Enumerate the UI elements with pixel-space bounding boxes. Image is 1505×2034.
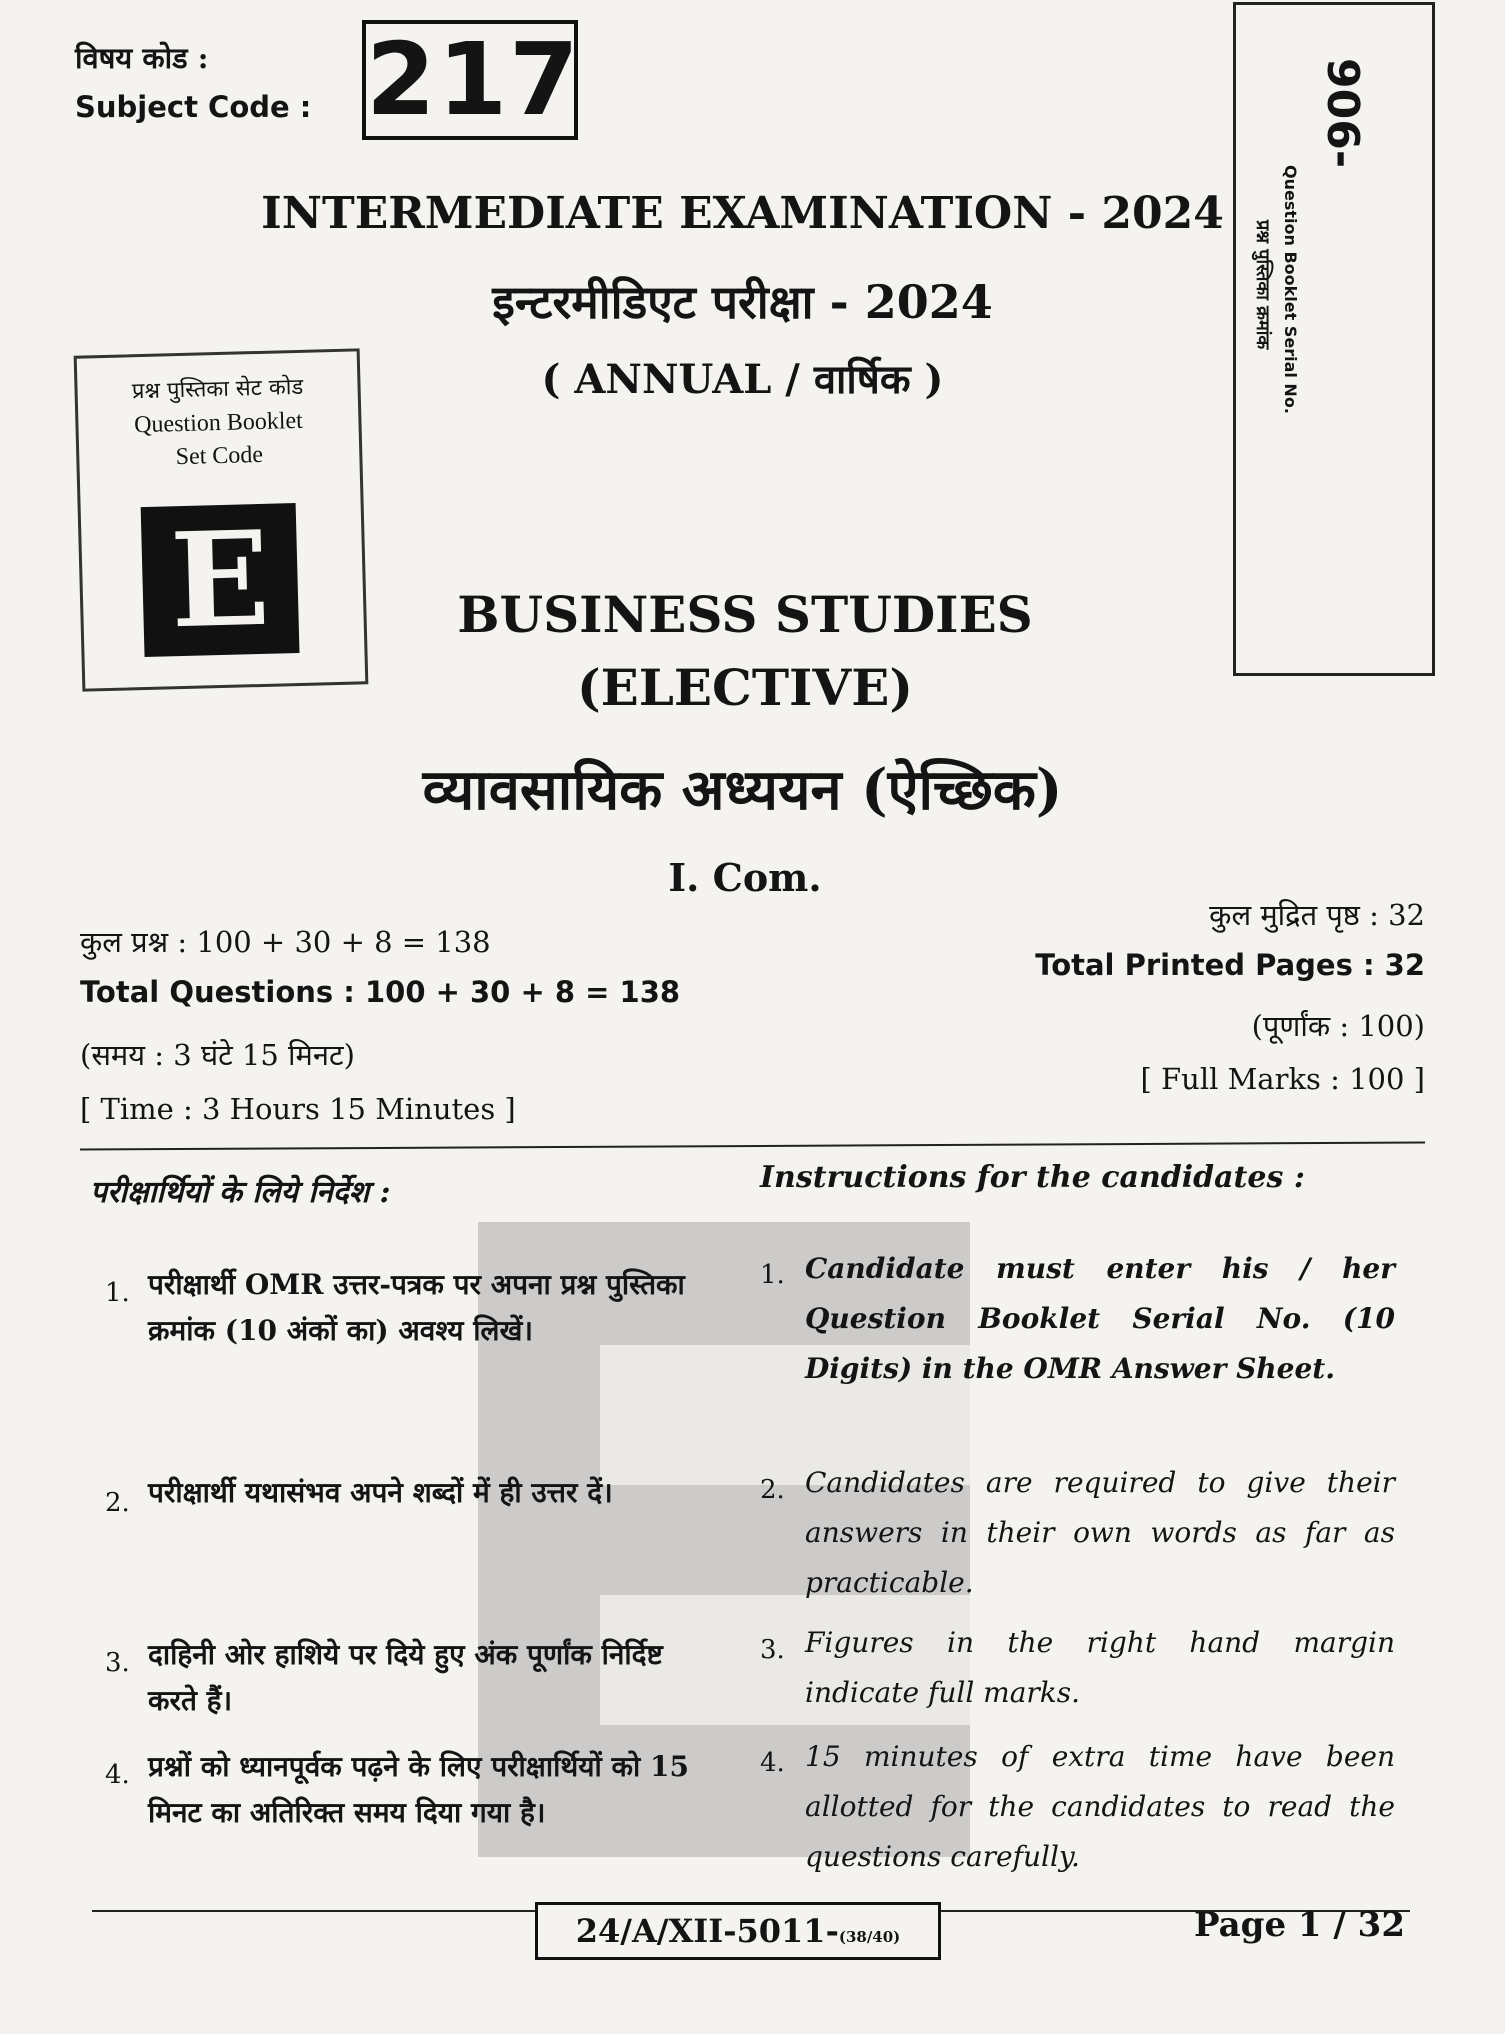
instruction-item-en: 15 minutes of extra time have been allotted for the candidates to read the questions carefully.: [805, 1740, 1395, 1873]
instruction-item-hi: परीक्षार्थी यथासंभव अपने शब्दों में ही उत्तर दें।: [148, 1476, 613, 1509]
instruction-number-en: 4.: [760, 1748, 785, 1778]
exam-type: ( ANNUAL / वार्षिक ): [541, 356, 944, 403]
booklet-serial-number: 906-: [1317, 58, 1368, 169]
exam-title-hi: इन्टरमीडिएट परीक्षा - 2024: [492, 275, 993, 329]
instruction-number-hi: 2.: [105, 1488, 130, 1518]
subject-title-en-elective: (ELECTIVE): [577, 658, 913, 717]
full-marks-en: [ Full Marks : 100 ]: [1140, 1062, 1425, 1096]
instruction-item-hi: प्रश्नों को ध्यानपूर्वक पढ़ने के लिए परीक्षार्थियों को 15 मिनट का अतिरिक्त समय दिया गया है।: [148, 1750, 689, 1829]
booklet-serial-label-hi: प्रश्न पुस्तिका क्रमांक: [1252, 220, 1273, 350]
instructions-heading-hi: परीक्षार्थियों के लिये निर्देश :: [90, 1175, 391, 1210]
instruction-number-hi: 4.: [105, 1760, 130, 1790]
set-code-label-en-2: Set Code: [175, 441, 264, 471]
instruction-number-hi: 1.: [105, 1278, 130, 1308]
instruction-number-en: 1.: [760, 1260, 785, 1290]
subject-title-hi: व्यावसायिक अध्ययन (ऐच्छिक): [422, 757, 1063, 823]
exam-title-en: INTERMEDIATE EXAMINATION - 2024: [261, 188, 1224, 239]
paper-code-small: (38/40): [838, 1928, 901, 1946]
set-code-label-hi: प्रश्न पुस्तिका सेट कोड: [131, 374, 304, 405]
subject-code-label-en: Subject Code :: [75, 90, 312, 124]
subject-title-en: BUSINESS STUDIES: [457, 585, 1033, 644]
set-code-box: [74, 348, 369, 691]
time-en: [ Time : 3 Hours 15 Minutes ]: [80, 1092, 516, 1126]
instruction-item-en: Candidates are required to give their answers in their own words as far as practicable.: [805, 1466, 1395, 1599]
paper-code: [535, 1902, 941, 1960]
instruction-item-en: Figures in the right hand margin indicate full marks.: [805, 1626, 1395, 1709]
page-number: Page 1 / 32: [1194, 1905, 1405, 1945]
instructions-heading-en: Instructions for the candidates :: [760, 1160, 1305, 1195]
total-questions-hi: कुल प्रश्न : 100 + 30 + 8 = 138: [80, 925, 491, 959]
total-questions-en: Total Questions : 100 + 30 + 8 = 138: [80, 975, 681, 1009]
set-code-letter: E: [141, 503, 300, 657]
instruction-item-hi: दाहिनी ओर हाशिये पर दिये हुए अंक पूर्णांक निर्दिष्ट करते हैं।: [148, 1638, 663, 1717]
printed-pages-en: Total Printed Pages : 32: [1035, 948, 1425, 982]
divider-top: [80, 1141, 1425, 1150]
instruction-number-en: 2.: [760, 1475, 785, 1505]
full-marks-hi: (पूर्णांक : 100): [1251, 1009, 1425, 1043]
printed-pages-hi: कुल मुद्रित पृष्ठ : 32: [1209, 898, 1425, 932]
course-name: I. Com.: [668, 855, 822, 900]
instruction-item-en: Candidate must enter his / her Question Booklet Serial No. (10 Digits) in the OMR Answer Sheet.: [805, 1252, 1395, 1385]
subject-code-label-hi: विषय कोड :: [75, 41, 209, 75]
instruction-number-hi: 3.: [105, 1648, 130, 1678]
set-code-label-en-1: Question Booklet: [133, 407, 304, 439]
instruction-number-en: 3.: [760, 1635, 785, 1665]
instruction-item-hi: परीक्षार्थी OMR उत्तर-पत्रक पर अपना प्रश्न पुस्तिका क्रमांक (10 अंकों का) अवश्य लिखें।: [148, 1268, 685, 1347]
subject-code-box: 217: [362, 20, 578, 140]
time-hi: (समय : 3 घंटे 15 मिनट): [80, 1038, 355, 1072]
paper-code-main: 24/A/XII-5011-: [575, 1912, 839, 1950]
booklet-serial-label-en: Question Booklet Serial No.: [1281, 165, 1300, 414]
